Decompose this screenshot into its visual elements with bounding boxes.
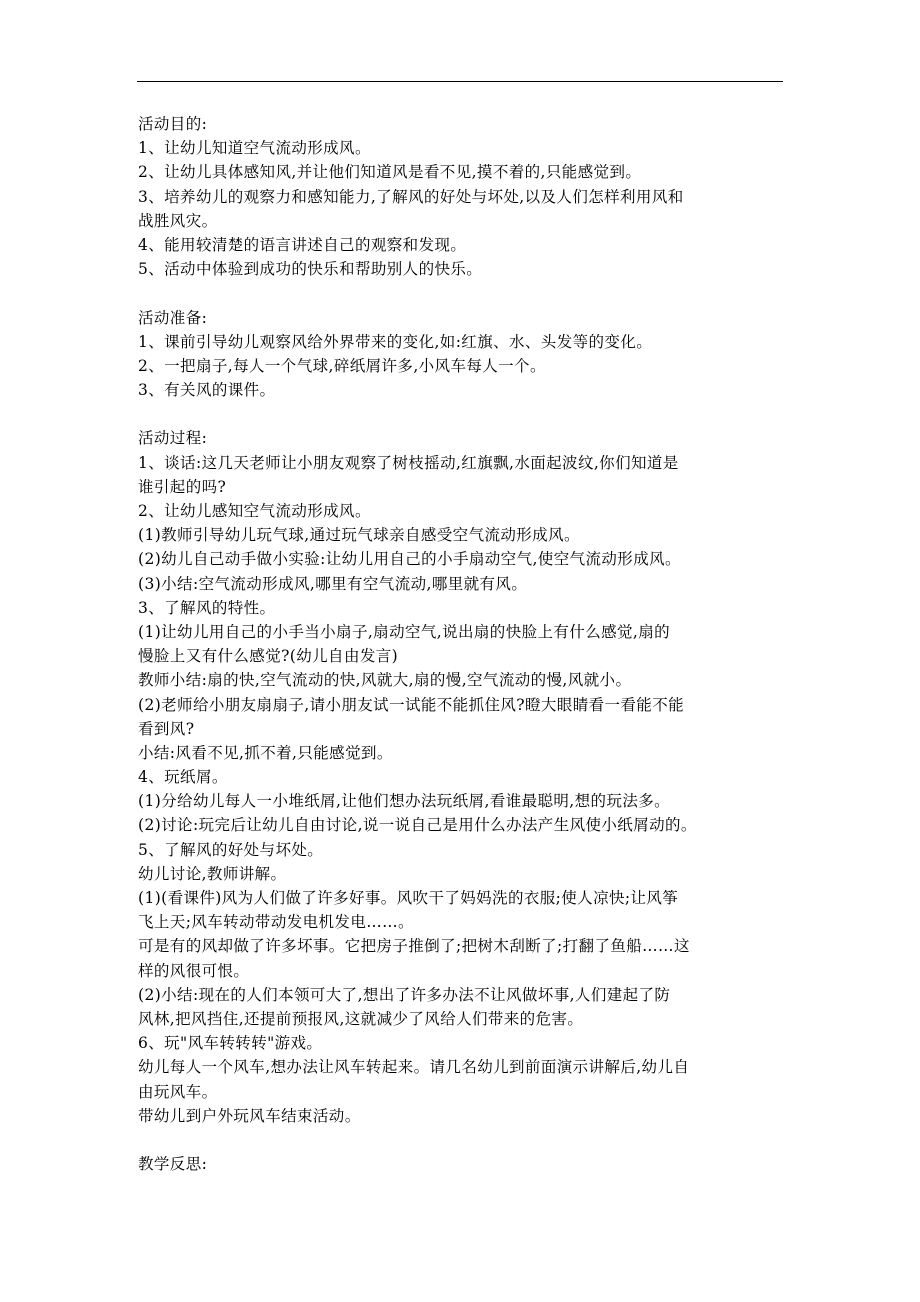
section-heading: 教学反思: [138, 1155, 208, 1174]
section-heading: 活动准备: [138, 308, 208, 327]
text-line: 幼儿每人一个风车,想办法让风车转起来。请几名幼儿到前面演示讲解后,幼儿自 [138, 1058, 690, 1077]
text-line: 飞上天;风车转动带动发电机发电……。 [138, 913, 414, 932]
blank-line [138, 1128, 790, 1152]
text-line: 4、玩纸屑。 [138, 768, 228, 787]
text-line: (2)老师给小朋友扇扇子,请小朋友试一试能不能抓住风?瞪大眼睛看一看能不能 [138, 695, 684, 714]
text-line: 样的风很可恨。 [138, 961, 250, 980]
text-line: 由玩风车。 [138, 1082, 218, 1101]
text-line: (2)幼儿自己动手做小实验:让幼儿用自己的小手扇动空气,使空气流动形成风。 [138, 550, 681, 569]
document-body [138, 112, 790, 1176]
blank-line [138, 281, 790, 305]
text-line: 教师小结:扇的快,空气流动的快,风就大,扇的慢,空气流动的慢,风就小。 [138, 671, 632, 690]
text-line: 战胜风灾。 [138, 211, 218, 230]
text-line: 风林,把风挡住,还提前预报风,这就减少了风给人们带来的危害。 [138, 1009, 584, 1028]
text-line: 3、有关风的课件。 [138, 381, 276, 400]
text-line: 幼儿讨论,教师讲解。 [138, 864, 287, 883]
text-line: 5、了解风的好处与坏处。 [138, 840, 324, 859]
text-line: 3、培养幼儿的观察力和感知能力,了解风的好处与坏处,以及人们怎样利用风和 [138, 187, 684, 206]
text-line: 1、课前引导幼儿观察风给外界带来的变化,如:红旗、水、头发等的变化。 [138, 332, 653, 351]
text-line: 谁引起的吗? [138, 477, 227, 496]
text-line: (1)分给幼儿每人一小堆纸屑,让他们想办法玩纸屑,看谁最聪明,想的玩法多。 [138, 792, 671, 811]
text-line: 1、谈话:这几天老师让小朋友观察了树枝摇动,红旗飘,水面起波纹,你们知道是 [138, 453, 679, 472]
text-line: 6、玩"风车转转转"游戏。 [138, 1034, 323, 1053]
section-reflection [138, 1152, 790, 1176]
text-line: 3、了解风的特性。 [138, 598, 276, 617]
text-line: (1)(看课件)风为人们做了许多好事。风吹干了妈妈洗的衣服;使人凉快;让风筝 [138, 889, 679, 907]
text-line: 1、让幼儿知道空气流动形成风。 [138, 139, 371, 158]
section-heading: 活动目的: [138, 115, 208, 133]
text-line: 小结:风看不见,抓不着,只能感觉到。 [138, 743, 393, 762]
text-line: (3)小结:空气流动形成风,哪里有空气流动,哪里就有风。 [138, 574, 528, 593]
blank-line [138, 402, 790, 426]
section-preparation [138, 306, 790, 403]
text-line: 2、一把扇子,每人一个气球,碎纸屑许多,小风车每人一个。 [138, 356, 546, 375]
section-heading: 活动过程: [138, 429, 208, 448]
text-line: (1)教师引导幼儿玩气球,通过玩气球亲自感受空气流动形成风。 [138, 526, 580, 545]
text-line: 带幼儿到户外玩风车结束活动。 [138, 1106, 361, 1125]
text-line: 2、让幼儿具体感知风,并让他们知道风是看不见,摸不着的,只能感觉到。 [138, 163, 642, 182]
text-line: 5、活动中体验到成功的快乐和帮助别人的快乐。 [138, 260, 483, 279]
text-line: (2)讨论:玩完后让幼儿自由讨论,说一说自己是用什么办法产生风使小纸屑动的。 [138, 816, 697, 835]
text-line: 慢脸上又有什么感觉?(幼儿自由发言) [138, 647, 399, 666]
text-line: (2)小结:现在的人们本领可大了,想出了许多办法不让风做坏事,人们建起了防 [138, 985, 671, 1004]
text-line: (1)让幼儿用自己的小手当小扇子,扇动空气,说出扇的快脸上有什么感觉,扇的 [138, 622, 671, 641]
text-line: 可是有的风却做了许多坏事。它把房子推倒了;把树木刮断了;打翻了鱼船……这 [138, 937, 690, 956]
section-process [138, 426, 790, 1127]
section-objectives [138, 112, 790, 281]
text-line: 看到风? [138, 719, 195, 738]
text-line: 2、让幼儿感知空气流动形成风。 [138, 502, 371, 520]
text-line: 4、能用较清楚的语言讲述自己的观察和发现。 [138, 235, 467, 254]
header-rule [137, 81, 783, 82]
